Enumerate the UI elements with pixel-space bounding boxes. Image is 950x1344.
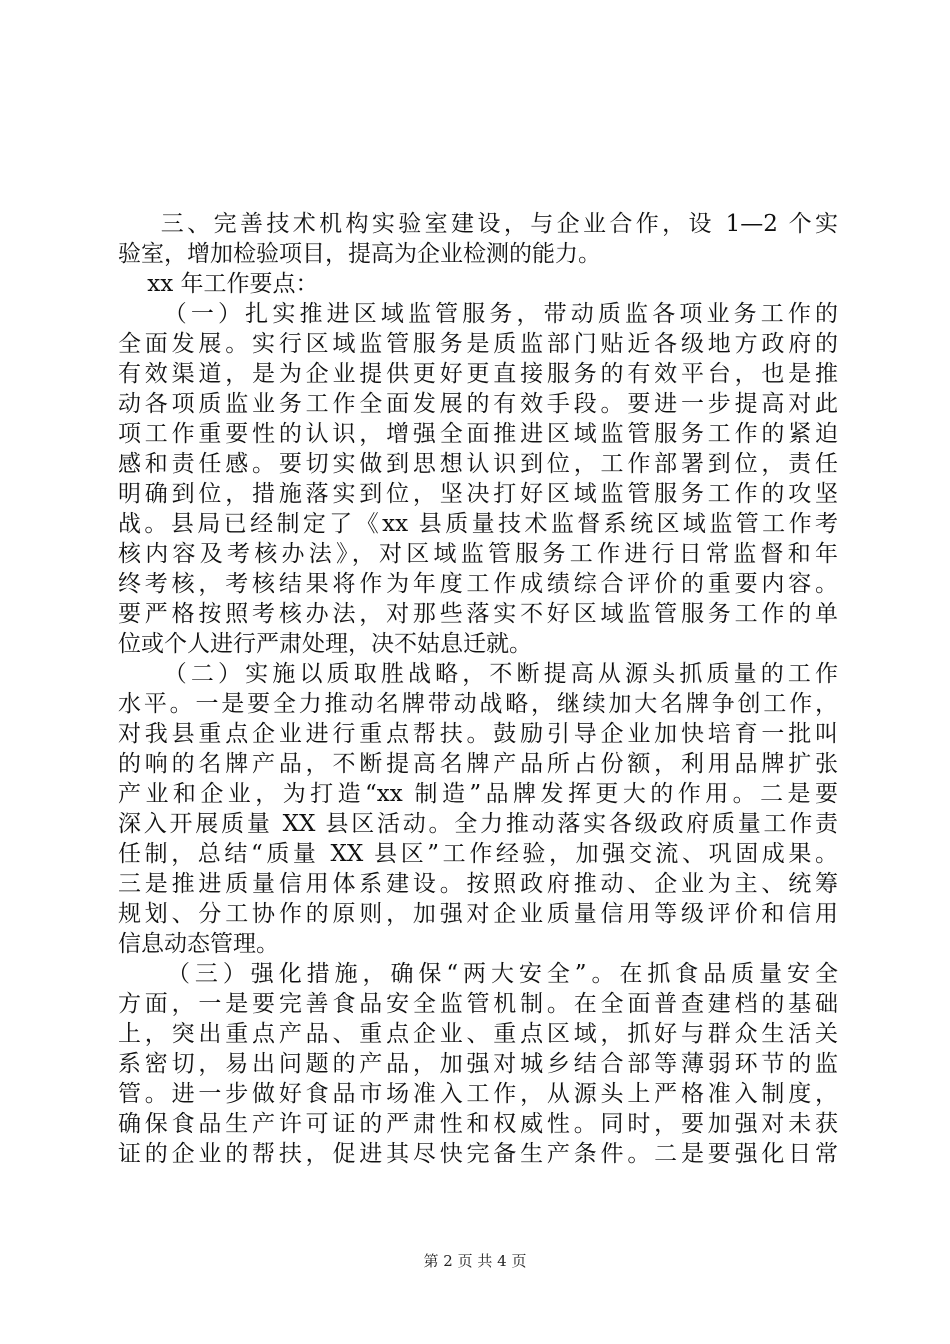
text-line: 证的企业的帮扶，促进其尽快完备生产条件。二是要强化日常 [118, 1141, 838, 1167]
text-line: 动各项质监业务工作全面发展的有效手段。要进一步提高对此 [118, 391, 838, 417]
text-line: 三、完善技术机构实验室建设，与企业合作，设 1—2 个实 [118, 211, 838, 237]
text-line: 任制，总结“质量 XX 县区”工作经验，加强交流、巩固成果。 [118, 841, 838, 867]
text-line: 产业和企业，为打造“xx 制造”品牌发挥更大的作用。二是要 [118, 781, 838, 807]
text-line: 方面，一是要完善食品安全监管机制。在全面普查建档的基础 [118, 991, 838, 1017]
text-line: 上，突出重点产品、重点企业、重点区域，抓好与群众生活关 [118, 1021, 838, 1047]
text-line: 全面发展。实行区域监管服务是质监部门贴近各级地方政府的 [118, 331, 838, 357]
page-footer [0, 1251, 950, 1271]
text-line: xx 年工作要点： [118, 271, 319, 297]
text-line: 三是推进质量信用体系建设。按照政府推动、企业为主、统筹 [118, 871, 838, 897]
text-line: 对我县重点企业进行重点帮扶。鼓励引导企业加快培育一批叫 [118, 721, 838, 747]
text-line: 验室，增加检验项目，提高为企业检测的能力。 [118, 241, 601, 267]
page-number-label: 第 2 页 共 4 页 [423, 1252, 527, 1270]
text-line: 深入开展质量 XX 县区活动。全力推动落实各级政府质量工作责 [118, 811, 838, 837]
text-line: 管。进一步做好食品市场准入工作，从源头上严格准入制度， [118, 1081, 838, 1107]
text-line: 项工作重要性的认识，增强全面推进区域监管服务工作的紧迫 [118, 421, 838, 447]
text-line: 核内容及考核办法》，对区域监管服务工作进行日常监督和年 [118, 541, 838, 567]
document-body [118, 209, 838, 1169]
text-line: 明确到位，措施落实到位，坚决打好区域监管服务工作的攻坚 [118, 481, 838, 507]
text-line: 系密切，易出问题的产品，加强对城乡结合部等薄弱环节的监 [118, 1051, 838, 1077]
text-line: 有效渠道，是为企业提供更好更直接服务的有效平台，也是推 [118, 361, 838, 387]
text-line: （三）强化措施，确保“两大安全”。在抓食品质量安全 [118, 961, 838, 987]
text-line: 规划、分工协作的原则，加强对企业质量信用等级评价和信用 [118, 901, 838, 927]
text-line: 确保食品生产许可证的严肃性和权威性。同时，要加强对未获 [118, 1111, 838, 1137]
text-line: 要严格按照考核办法，对那些落实不好区域监管服务工作的单 [118, 601, 838, 627]
text-line: （二）实施以质取胜战略，不断提高从源头抓质量的工作 [118, 661, 838, 687]
text-line: 的响的名牌产品，不断提高名牌产品所占份额，利用品牌扩张 [118, 751, 838, 777]
text-line: 信息动态管理。 [118, 931, 279, 957]
text-line: （一）扎实推进区域监管服务，带动质监各项业务工作的 [118, 301, 838, 327]
text-line: 战。县局已经制定了《xx 县质量技术监督系统区域监管工作考 [118, 511, 838, 537]
text-line: 感和责任感。要切实做到思想认识到位，工作部署到位，责任 [118, 451, 838, 477]
text-line: 水平。一是要全力推动名牌带动战略，继续加大名牌争创工作， [118, 691, 838, 717]
text-line: 终考核，考核结果将作为年度工作成绩综合评价的重要内容。 [118, 571, 838, 597]
text-line: 位或个人进行严肃处理，决不姑息迁就。 [118, 631, 532, 657]
